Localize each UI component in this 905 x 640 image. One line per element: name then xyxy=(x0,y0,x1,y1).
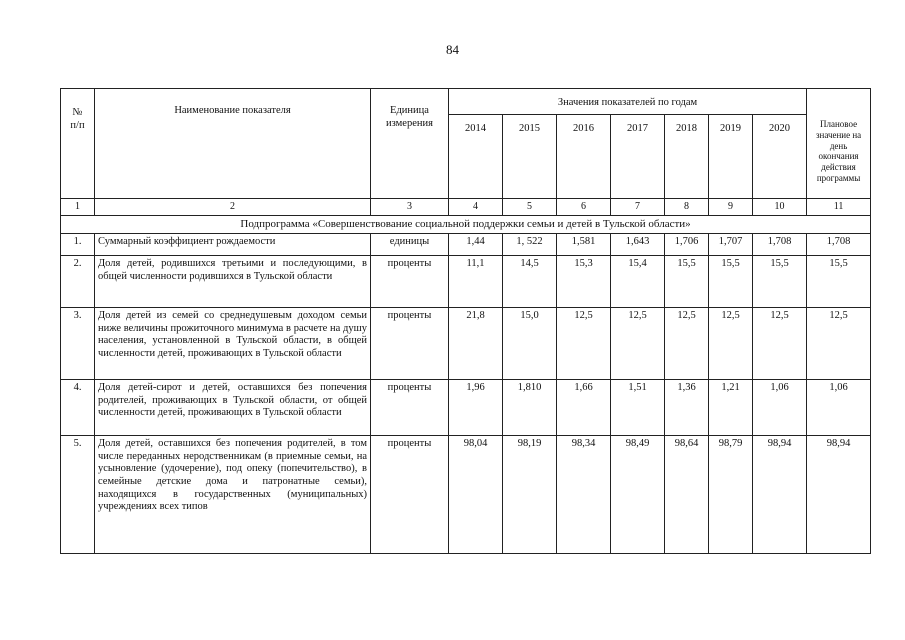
table-row xyxy=(61,308,871,380)
row-value: 98,49 xyxy=(611,436,665,554)
column-index-cell: 3 xyxy=(371,199,449,216)
column-index-cell: 5 xyxy=(503,199,557,216)
row-value: 15,5 xyxy=(709,256,753,308)
column-index-cell: 9 xyxy=(709,199,753,216)
column-index-row xyxy=(61,199,871,216)
row-unit: проценты xyxy=(371,256,449,308)
row-planned-value: 1,708 xyxy=(807,234,871,256)
header-year: 2017 xyxy=(611,115,665,199)
row-value: 1,96 xyxy=(449,380,503,436)
table-body xyxy=(61,199,871,554)
row-number: 4. xyxy=(61,380,95,436)
row-value: 1,810 xyxy=(503,380,557,436)
row-value: 11,1 xyxy=(449,256,503,308)
row-value: 14,5 xyxy=(503,256,557,308)
row-value: 98,64 xyxy=(665,436,709,554)
row-value: 1, 522 xyxy=(503,234,557,256)
row-value: 15,4 xyxy=(611,256,665,308)
row-value: 98,34 xyxy=(557,436,611,554)
header-year: 2014 xyxy=(449,115,503,199)
row-value: 12,5 xyxy=(665,308,709,380)
row-unit: проценты xyxy=(371,308,449,380)
row-value: 1,44 xyxy=(449,234,503,256)
row-indicator-name: Доля детей из семей со среднедушевым доходом семьи ниже величины прожиточного минимума в расчете на душу населения, установленной в Тульской области, в общей численности детей, проживающих в Тульской области xyxy=(95,308,371,380)
header-unit: Единица измерения xyxy=(371,89,449,199)
header-year: 2018 xyxy=(665,115,709,199)
header-year: 2020 xyxy=(753,115,807,199)
row-value: 15,0 xyxy=(503,308,557,380)
table-row xyxy=(61,234,871,256)
header-planned: Плановое значение на день окончания действия программы xyxy=(807,89,871,199)
row-value: 98,04 xyxy=(449,436,503,554)
row-value: 1,707 xyxy=(709,234,753,256)
column-index-cell: 8 xyxy=(665,199,709,216)
header-num: № п/п xyxy=(61,89,95,199)
row-value: 15,5 xyxy=(753,256,807,308)
table-row xyxy=(61,256,871,308)
row-value: 12,5 xyxy=(557,308,611,380)
column-index-cell: 11 xyxy=(807,199,871,216)
row-value: 15,3 xyxy=(557,256,611,308)
row-value: 12,5 xyxy=(709,308,753,380)
row-indicator-name: Доля детей, оставшихся без попечения родителей, в том числе переданных неродственникам (в приемные семьи, на усыновление (удочерение), под опеку (попечительство), в семейные детские дома и патронатные семьи), находящихся в государственных (муниципальных) учреждениях всех типов xyxy=(95,436,371,554)
subprogram-title: Подпрограмма «Совершенствование социальной поддержки семьи и детей в Тульской области» xyxy=(61,216,871,234)
row-value: 21,8 xyxy=(449,308,503,380)
row-number: 1. xyxy=(61,234,95,256)
row-unit: единицы xyxy=(371,234,449,256)
row-number: 5. xyxy=(61,436,95,554)
row-indicator-name: Доля детей-сирот и детей, оставшихся без попечения родителей, проживающих в Тульской области, от общей численности детей, проживающих в Тульской области xyxy=(95,380,371,436)
table-row xyxy=(61,380,871,436)
row-indicator-name: Доля детей, родившихся третьими и последующими, в общей численности родившихся в Тульской области xyxy=(95,256,371,308)
header-name: Наименование показателя xyxy=(95,89,371,199)
table-row xyxy=(61,436,871,554)
row-unit: проценты xyxy=(371,436,449,554)
row-planned-value: 12,5 xyxy=(807,308,871,380)
row-value: 1,643 xyxy=(611,234,665,256)
row-value: 98,19 xyxy=(503,436,557,554)
row-value: 1,708 xyxy=(753,234,807,256)
header-values-group: Значения показателей по годам xyxy=(449,89,807,115)
row-planned-value: 98,94 xyxy=(807,436,871,554)
column-index-cell: 1 xyxy=(61,199,95,216)
row-value: 12,5 xyxy=(753,308,807,380)
row-value: 1,21 xyxy=(709,380,753,436)
indicators-table xyxy=(60,88,871,554)
row-value: 1,06 xyxy=(753,380,807,436)
row-value: 1,36 xyxy=(665,380,709,436)
row-value: 12,5 xyxy=(611,308,665,380)
row-value: 15,5 xyxy=(665,256,709,308)
row-value: 1,706 xyxy=(665,234,709,256)
row-planned-value: 15,5 xyxy=(807,256,871,308)
row-unit: проценты xyxy=(371,380,449,436)
subprogram-row xyxy=(61,216,871,234)
column-index-cell: 10 xyxy=(753,199,807,216)
row-indicator-name: Суммарный коэффициент рождаемости xyxy=(95,234,371,256)
row-value: 1,581 xyxy=(557,234,611,256)
row-value: 1,66 xyxy=(557,380,611,436)
column-index-cell: 2 xyxy=(95,199,371,216)
column-index-cell: 7 xyxy=(611,199,665,216)
header-year: 2016 xyxy=(557,115,611,199)
row-number: 3. xyxy=(61,308,95,380)
row-value: 1,51 xyxy=(611,380,665,436)
row-number: 2. xyxy=(61,256,95,308)
header-year: 2019 xyxy=(709,115,753,199)
column-index-cell: 4 xyxy=(449,199,503,216)
header-year: 2015 xyxy=(503,115,557,199)
page-number: 84 xyxy=(446,42,459,57)
row-value: 98,94 xyxy=(753,436,807,554)
row-value: 98,79 xyxy=(709,436,753,554)
row-planned-value: 1,06 xyxy=(807,380,871,436)
column-index-cell: 6 xyxy=(557,199,611,216)
